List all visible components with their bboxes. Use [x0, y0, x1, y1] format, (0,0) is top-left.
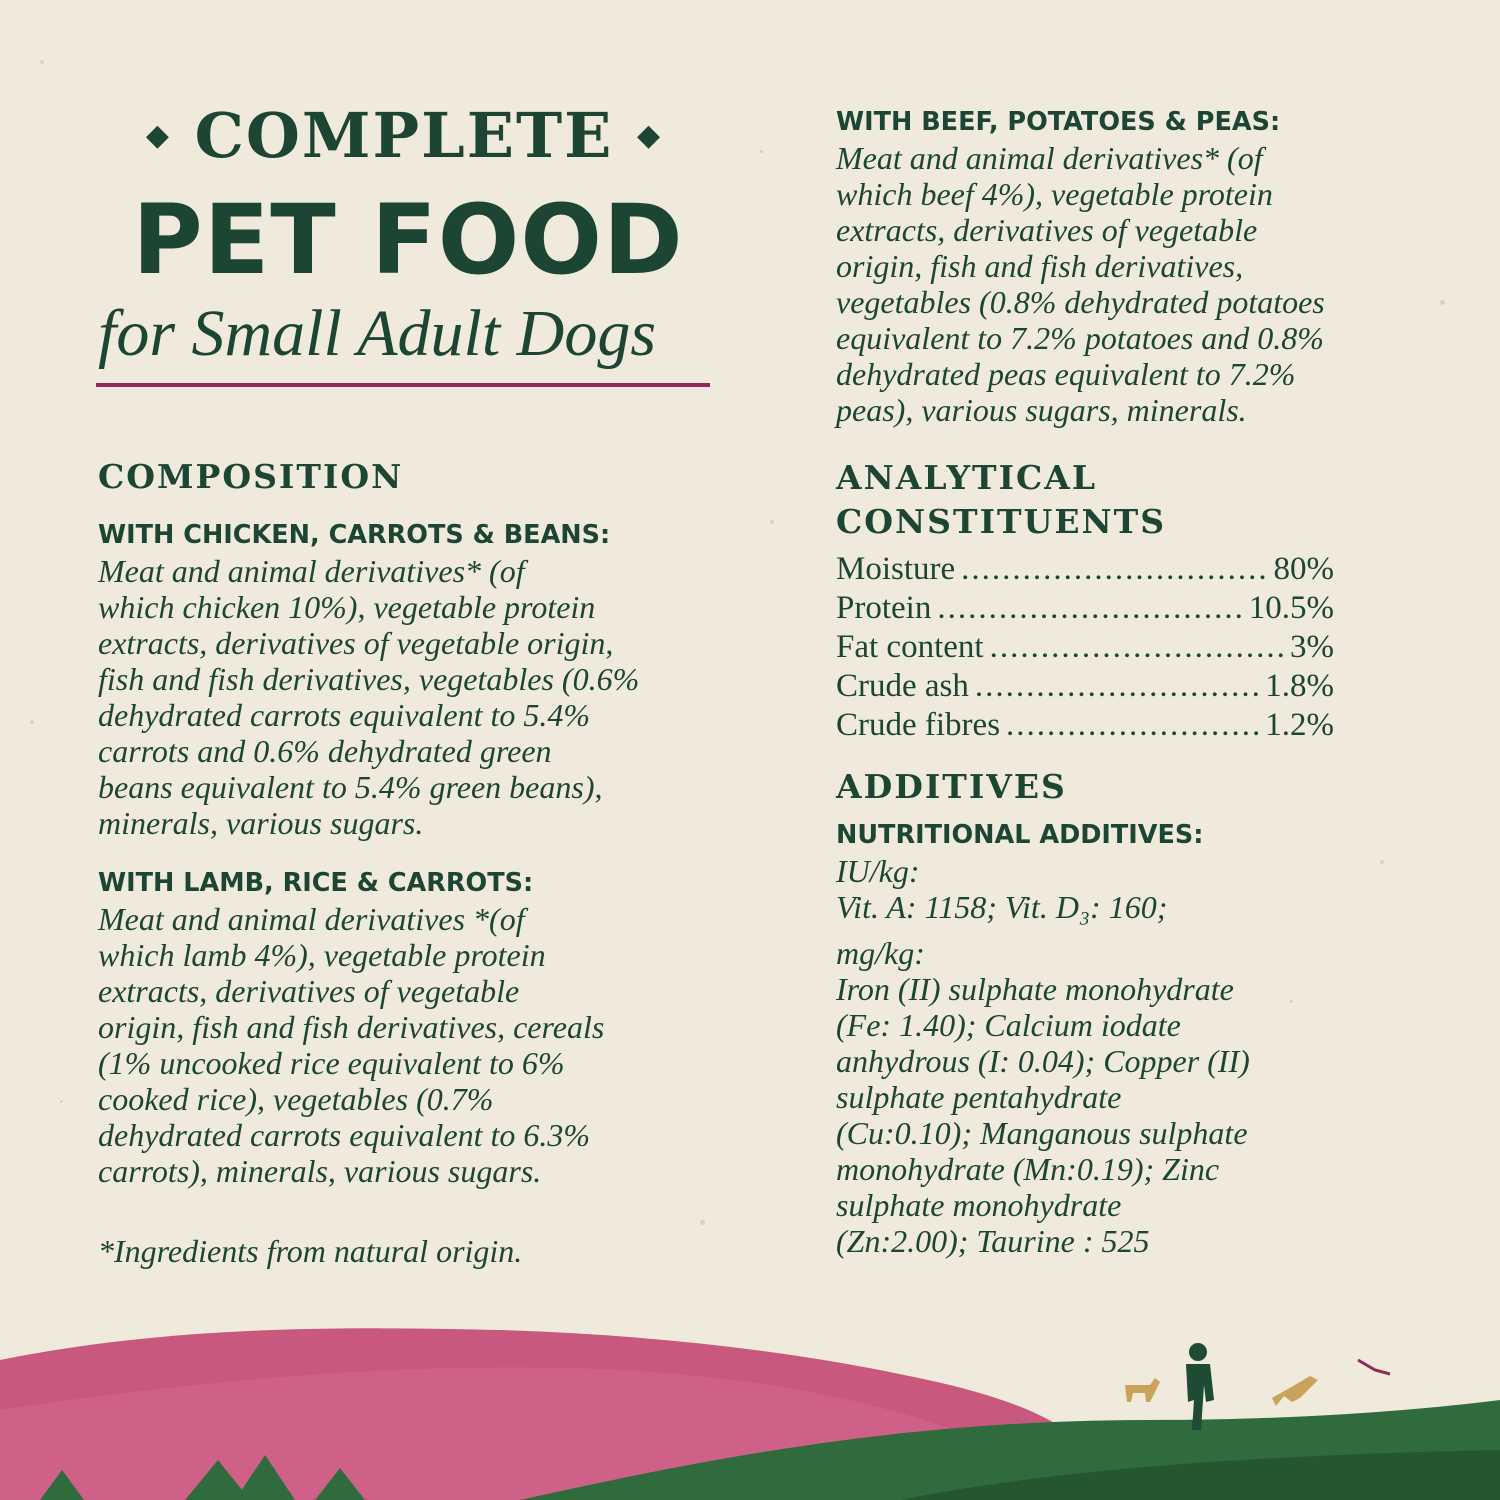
- footnote: *Ingredients from natural origin.: [98, 1233, 523, 1269]
- title-subtitle: for Small Adult Dogs: [98, 297, 657, 370]
- dog-jumping-icon: [1272, 1376, 1318, 1406]
- diamond-ornament-icon: ◆: [145, 118, 171, 153]
- recipe-ingredients: Meat and animal derivatives *(of which lamb 4%), vegetable protein extracts, derivatives of vegetable origin, fish and fish derivatives, cereals (1% uncooked rice equivalent to 6% cooked rice), vegetables (0.7% dehydrated carrots equivalent to 6.3% carrots), minerals, various sugars.: [98, 901, 605, 1189]
- nutritional-additives-heading: NUTRITIONAL ADDITIVES:: [836, 820, 1204, 850]
- recipe-ingredients: Meat and animal derivatives* (of which beef 4%), vegetable protein extracts, derivatives of vegetable origin, fish and fish derivatives, vegetables (0.8% dehydrated potatoes equivalent to 7.2% potatoes and 0.8% dehydrated peas equivalent to 7.2% peas), various sugars, minerals.: [836, 140, 1325, 428]
- recipe-chicken: [98, 517, 748, 841]
- minerals-text: Iron (II) sulphate monohydrate (Fe: 1.40); Calcium iodate anhydrous (I: 0.04); Copper (II) sulphate pentahydrate (Cu:0.10); Manganous sulphate monohydrate (Mn:0.19); Zinc sulphate monohydrate (Zn:2.00); Taurine : 525: [836, 971, 1250, 1259]
- analytical-row-ash: Crude ash ..... 1.8%: [836, 667, 1334, 706]
- composition-heading: COMPOSITION: [98, 457, 404, 496]
- bird-icon: [1358, 1360, 1390, 1374]
- iu-unit: IU/kg:: [836, 853, 920, 889]
- additives-section: [836, 765, 1446, 1259]
- recipe-beef: [836, 104, 1446, 428]
- mg-unit: mg/kg:: [836, 935, 925, 971]
- analytical-section: [836, 456, 1446, 745]
- person-walking-icon: [1186, 1343, 1214, 1430]
- analytical-row-fibres: Crude fibres ..... 1.2%: [836, 706, 1334, 745]
- title-line-1: COMPLETE: [194, 99, 614, 172]
- title-divider: [96, 383, 710, 387]
- recipe-title: WITH LAMB, RICE & CARROTS:: [98, 868, 534, 898]
- composition-section: [98, 455, 748, 1269]
- title-pet-food: PET FOOD: [132, 184, 684, 296]
- recipe-ingredients: Meat and animal derivatives* (of which chicken 10%), vegetable protein extracts, derivatives of vegetable origin, fish and fish derivatives, vegetables (0.6% dehydrated carrots equivalent to 5.4% carrots and 0.6% dehydrated green beans equivalent to 5.4% green beans), minerals, various sugars.: [98, 553, 640, 841]
- dog-icon: [1125, 1378, 1160, 1402]
- recipe-title: WITH CHICKEN, CARROTS & BEANS:: [98, 520, 611, 550]
- analytical-heading: ANALYTICAL CONSTITUENTS: [836, 458, 1167, 541]
- analytical-row-protein: Protein ..... 10.5%: [836, 589, 1334, 628]
- right-column: [836, 104, 1446, 1259]
- additives-heading: ADDITIVES: [836, 767, 1067, 806]
- analytical-row-fat: Fat content ..... 3%: [836, 628, 1334, 667]
- diamond-ornament-icon: ◆: [637, 118, 663, 153]
- recipe-lamb: [98, 865, 748, 1189]
- title-complete: [98, 96, 710, 176]
- landscape-illustration: [0, 1290, 1500, 1500]
- vitamins-text: Vit. A: 1158; Vit. D₃: 160;: [836, 889, 1168, 925]
- recipe-title: WITH BEEF, POTATOES & PEAS:: [836, 107, 1281, 137]
- analytical-row-moisture: Moisture ..... 80%: [836, 550, 1334, 589]
- analytical-table: [836, 550, 1446, 745]
